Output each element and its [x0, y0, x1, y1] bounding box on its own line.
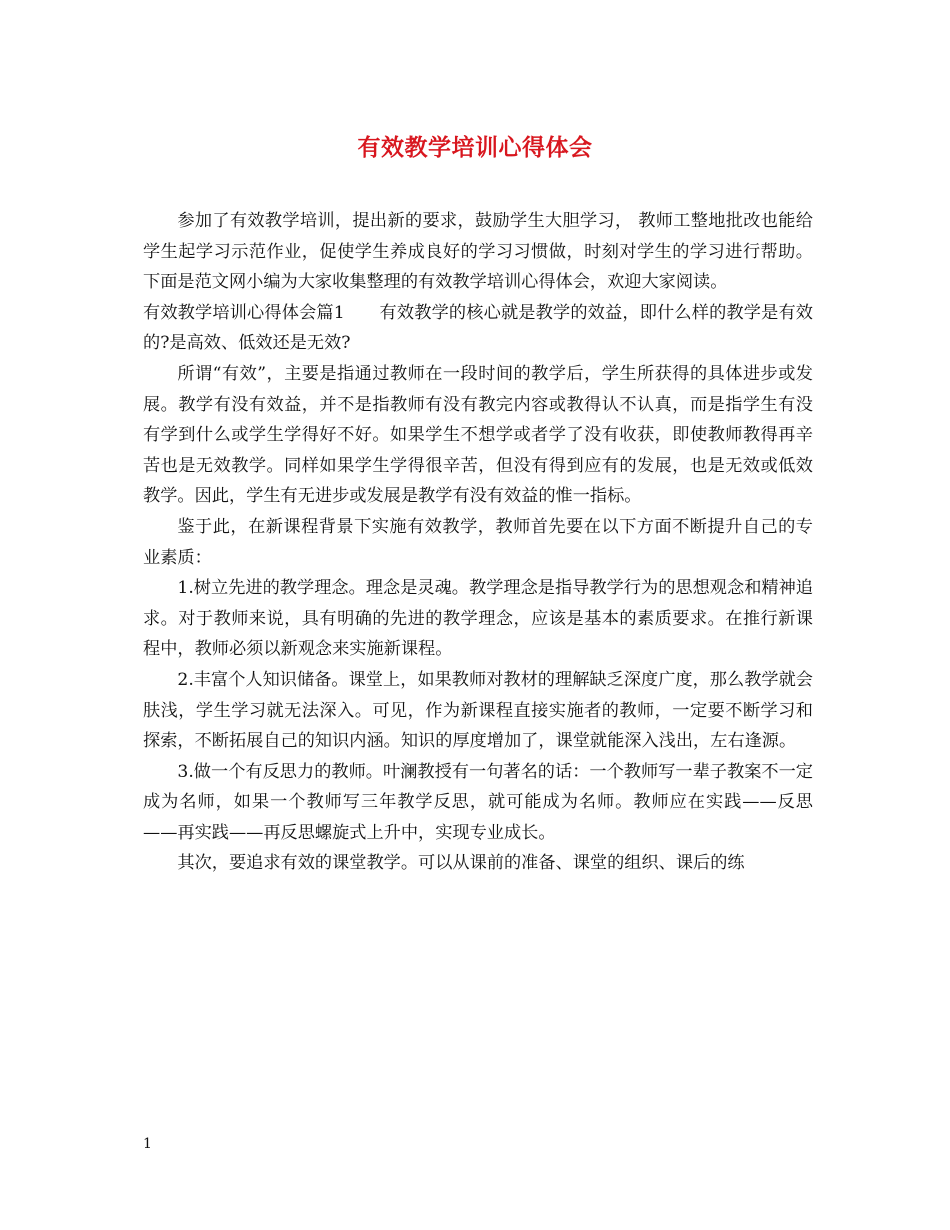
context-paragraph: 鉴于此，在新课程背景下实施有效教学，教师首先要在以下方面不断提升自己的专业素质： — [143, 516, 813, 568]
intro-paragraph: 参加了有效教学培训，提出新的要求，鼓励学生大胆学习， 教师工整地批改也能给学生起学习示范作业，促使学生养成良好的学习习惯做，时刻对学生的学习进行帮助。下面是范文网小编为大家收集整理的有效教学培训心得体会，欢迎大家阅读。 — [143, 211, 813, 293]
point-two-paragraph: 2.丰富个人知识储备。课堂上，如果教师对教材的理解缺乏深度广度，那么教学就会肤浅，学生学习就无法深入。可见，作为新课程直接实施者的教师，一定要不断学习和探索，不断拓展自己的知识内涵。知识的厚度增加了，课堂就能深入浅出，左右逢源。 — [143, 669, 813, 752]
definition-paragraph: 所谓“有效”，主要是指通过教师在一段时间的教学后，学生所获得的具体进步或发展。教学有没有效益，并不是指教师有没有教完内容或教得认不认真，而是指学生有没有学到什么或学生学得好不好。如果学生不想学或者学了没有收获，即使教师教得再辛苦也是无效教学。同样如果学生学得很辛苦，但没有得到应有的发展，也是无效或低效教学。因此，学生有无进步或发展是教学有没有效益的惟一指标。 — [143, 363, 813, 507]
document-title: 有效教学培训心得体会 — [357, 134, 593, 161]
section-heading-paragraph: 有效教学培训心得体会篇1 有效教学的核心就是教学的效益，即什么样的教学是有效的?是高效、低效还是无效? — [143, 302, 813, 354]
point-three-paragraph: 3.做一个有反思力的教师。叶澜教授有一句著名的话：一个教师写一辈子教案不一定成为名师，如果一个教师写三年教学反思，就可能成为名师。教师应在实践——反思——再实践——再反思螺旋式上升中，实现专业成长。 — [143, 761, 813, 843]
point-one-paragraph: 1.树立先进的教学理念。理念是灵魂。教学理念是指导教学行为的思想观念和精神追求。对于教师来说，具有明确的先进的教学理念，应该是基本的素质要求。在推行新课程中，教师必须以新观念来实施新课程。 — [143, 578, 813, 660]
document-body — [143, 206, 813, 879]
page-number: 1 — [143, 1136, 152, 1152]
next-paragraph: 其次，要追求有效的课堂教学。可以从课前的准备、课堂的组织、课后的练 — [177, 853, 745, 874]
